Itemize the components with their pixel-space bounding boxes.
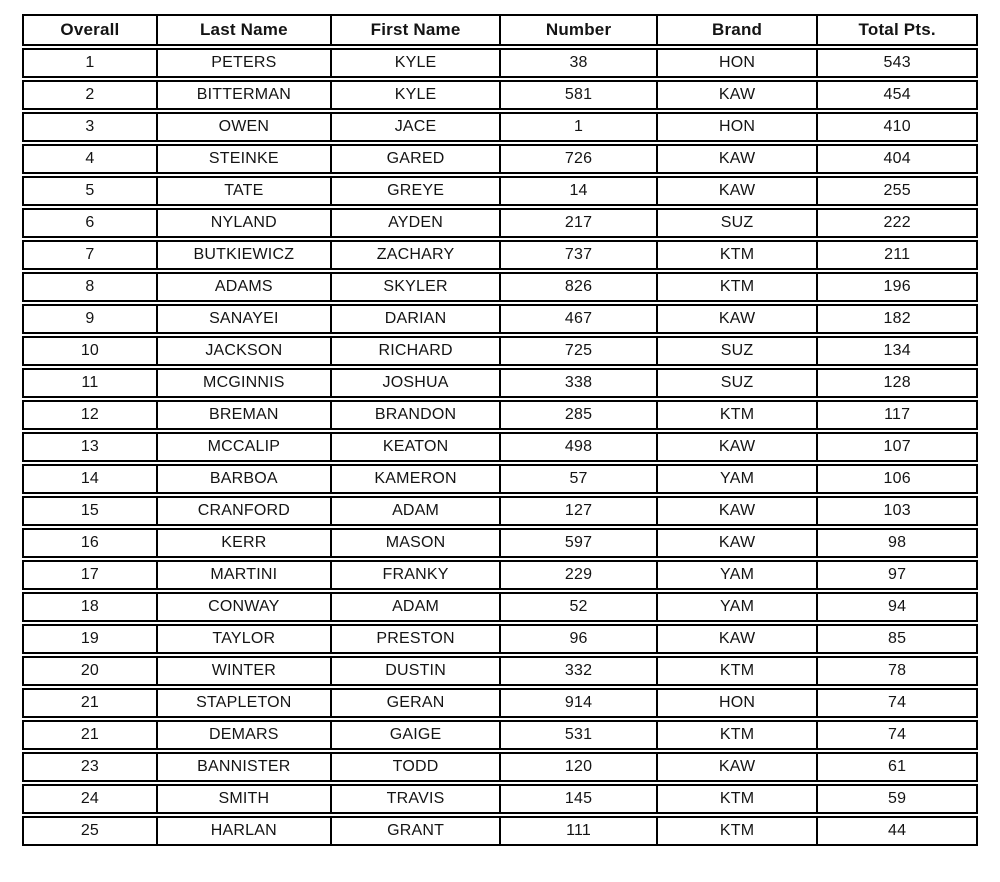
cell-brand: KAW	[656, 434, 817, 460]
cell-total-pts: 404	[816, 146, 976, 172]
column-header-overall: Overall	[60, 20, 120, 39]
cell-overall: 10	[80, 342, 100, 359]
cell-total-pts: 107	[816, 434, 976, 460]
cell-first-name: BRANDON	[330, 402, 499, 428]
table-row	[22, 208, 978, 238]
cell-first-name: KAMERON	[330, 466, 499, 492]
cell-number: 498	[499, 434, 656, 460]
cell-total-pts: 59	[816, 786, 976, 812]
cell-number: 38	[499, 50, 656, 76]
cell-overall: 15	[80, 502, 100, 519]
cell-number: 726	[499, 146, 656, 172]
cell-total-pts: 44	[816, 818, 976, 844]
cell-brand: KAW	[656, 306, 817, 332]
table-row	[22, 528, 978, 558]
cell-number: 531	[499, 722, 656, 748]
cell-overall: 13	[80, 438, 100, 455]
cell-total-pts: 410	[816, 114, 976, 140]
cell-overall: 12	[80, 406, 100, 423]
column-header-brand: Brand	[656, 16, 817, 44]
table-row	[22, 752, 978, 782]
cell-overall: 21	[80, 694, 100, 711]
table-row	[22, 176, 978, 206]
cell-first-name: JOSHUA	[330, 370, 499, 396]
cell-last-name: PETERS	[156, 50, 330, 76]
cell-brand: KTM	[656, 274, 817, 300]
cell-first-name: TODD	[330, 754, 499, 780]
cell-last-name: JACKSON	[156, 338, 330, 364]
cell-brand: KAW	[656, 82, 817, 108]
cell-number: 217	[499, 210, 656, 236]
cell-last-name: BUTKIEWICZ	[156, 242, 330, 268]
cell-brand: SUZ	[656, 370, 817, 396]
cell-number: 127	[499, 498, 656, 524]
table-row	[22, 816, 978, 846]
cell-first-name: KYLE	[330, 82, 499, 108]
cell-brand: KTM	[656, 402, 817, 428]
cell-last-name: BANNISTER	[156, 754, 330, 780]
table-row	[22, 112, 978, 142]
cell-first-name: KEATON	[330, 434, 499, 460]
cell-brand: KAW	[656, 178, 817, 204]
cell-overall: 20	[80, 662, 100, 679]
cell-overall: 2	[85, 86, 95, 103]
cell-overall: 8	[85, 278, 95, 295]
cell-total-pts: 74	[816, 690, 976, 716]
cell-brand: YAM	[656, 466, 817, 492]
table-row	[22, 784, 978, 814]
cell-first-name: GARED	[330, 146, 499, 172]
table-row	[22, 400, 978, 430]
cell-brand: KTM	[656, 818, 817, 844]
column-header-first-name: First Name	[330, 16, 499, 44]
cell-total-pts: 103	[816, 498, 976, 524]
cell-last-name: MCGINNIS	[156, 370, 330, 396]
cell-brand: KAW	[656, 498, 817, 524]
cell-overall: 16	[80, 534, 100, 551]
cell-last-name: KERR	[156, 530, 330, 556]
table-row	[22, 656, 978, 686]
cell-overall: 7	[85, 246, 95, 263]
cell-first-name: GERAN	[330, 690, 499, 716]
cell-total-pts: 454	[816, 82, 976, 108]
cell-total-pts: 211	[816, 242, 976, 268]
table-row	[22, 80, 978, 110]
table-row	[22, 592, 978, 622]
cell-brand: KAW	[656, 626, 817, 652]
cell-overall: 9	[85, 310, 95, 327]
cell-number: 914	[499, 690, 656, 716]
cell-total-pts: 74	[816, 722, 976, 748]
cell-brand: HON	[656, 690, 817, 716]
cell-number: 229	[499, 562, 656, 588]
cell-last-name: BARBOA	[156, 466, 330, 492]
cell-brand: KTM	[656, 786, 817, 812]
cell-total-pts: 61	[816, 754, 976, 780]
table-row	[22, 336, 978, 366]
cell-first-name: TRAVIS	[330, 786, 499, 812]
cell-number: 338	[499, 370, 656, 396]
cell-first-name: DUSTIN	[330, 658, 499, 684]
cell-number: 96	[499, 626, 656, 652]
cell-last-name: TAYLOR	[156, 626, 330, 652]
cell-last-name: BREMAN	[156, 402, 330, 428]
cell-total-pts: 98	[816, 530, 976, 556]
cell-brand: KAW	[656, 530, 817, 556]
cell-total-pts: 106	[816, 466, 976, 492]
cell-brand: KTM	[656, 722, 817, 748]
cell-last-name: MARTINI	[156, 562, 330, 588]
cell-overall: 14	[80, 470, 100, 487]
cell-overall: 19	[80, 630, 100, 647]
cell-overall: 4	[85, 150, 95, 167]
table-row	[22, 432, 978, 462]
cell-number: 14	[499, 178, 656, 204]
table-row	[22, 720, 978, 750]
cell-first-name: ZACHARY	[330, 242, 499, 268]
cell-total-pts: 78	[816, 658, 976, 684]
cell-first-name: ADAM	[330, 594, 499, 620]
cell-last-name: NYLAND	[156, 210, 330, 236]
cell-total-pts: 543	[816, 50, 976, 76]
cell-overall: 25	[80, 822, 100, 839]
cell-brand: KAW	[656, 146, 817, 172]
cell-number: 467	[499, 306, 656, 332]
cell-last-name: CONWAY	[156, 594, 330, 620]
table-row	[22, 688, 978, 718]
cell-number: 725	[499, 338, 656, 364]
cell-last-name: OWEN	[156, 114, 330, 140]
cell-last-name: SANAYEI	[156, 306, 330, 332]
cell-number: 737	[499, 242, 656, 268]
cell-overall: 24	[80, 790, 100, 807]
cell-overall: 18	[80, 598, 100, 615]
cell-overall: 17	[80, 566, 100, 583]
cell-number: 285	[499, 402, 656, 428]
table-row	[22, 304, 978, 334]
cell-number: 826	[499, 274, 656, 300]
table-row	[22, 272, 978, 302]
table-row	[22, 624, 978, 654]
cell-brand: YAM	[656, 594, 817, 620]
cell-first-name: FRANKY	[330, 562, 499, 588]
cell-total-pts: 222	[816, 210, 976, 236]
cell-total-pts: 255	[816, 178, 976, 204]
cell-total-pts: 134	[816, 338, 976, 364]
cell-overall: 11	[81, 374, 99, 391]
cell-number: 111	[499, 818, 656, 844]
cell-brand: YAM	[656, 562, 817, 588]
cell-brand: KAW	[656, 754, 817, 780]
column-header-last-name: Last Name	[156, 16, 330, 44]
cell-total-pts: 94	[816, 594, 976, 620]
cell-first-name: SKYLER	[330, 274, 499, 300]
cell-brand: KTM	[656, 242, 817, 268]
cell-last-name: BITTERMAN	[156, 82, 330, 108]
cell-first-name: RICHARD	[330, 338, 499, 364]
cell-first-name: GREYE	[330, 178, 499, 204]
cell-number: 597	[499, 530, 656, 556]
cell-total-pts: 182	[816, 306, 976, 332]
column-header-total-pts: Total Pts.	[816, 16, 976, 44]
column-header-number: Number	[499, 16, 656, 44]
cell-number: 332	[499, 658, 656, 684]
cell-last-name: TATE	[156, 178, 330, 204]
cell-total-pts: 128	[816, 370, 976, 396]
cell-overall: 21	[80, 726, 100, 743]
table-row	[22, 48, 978, 78]
cell-brand: SUZ	[656, 338, 817, 364]
cell-brand: HON	[656, 50, 817, 76]
cell-overall: 3	[85, 118, 95, 135]
results-table	[22, 14, 978, 848]
cell-first-name: MASON	[330, 530, 499, 556]
cell-first-name: GAIGE	[330, 722, 499, 748]
table-header-row	[22, 14, 978, 46]
cell-total-pts: 196	[816, 274, 976, 300]
cell-last-name: HARLAN	[156, 818, 330, 844]
cell-number: 52	[499, 594, 656, 620]
cell-first-name: DARIAN	[330, 306, 499, 332]
cell-number: 581	[499, 82, 656, 108]
cell-last-name: CRANFORD	[156, 498, 330, 524]
table-row	[22, 144, 978, 174]
cell-first-name: KYLE	[330, 50, 499, 76]
cell-brand: KTM	[656, 658, 817, 684]
cell-brand: HON	[656, 114, 817, 140]
cell-total-pts: 97	[816, 562, 976, 588]
table-row	[22, 560, 978, 590]
cell-overall: 5	[85, 182, 95, 199]
cell-total-pts: 85	[816, 626, 976, 652]
table-row	[22, 464, 978, 494]
cell-last-name: MCCALIP	[156, 434, 330, 460]
cell-first-name: PRESTON	[330, 626, 499, 652]
cell-last-name: WINTER	[156, 658, 330, 684]
table-row	[22, 368, 978, 398]
cell-number: 120	[499, 754, 656, 780]
cell-last-name: SMITH	[156, 786, 330, 812]
cell-first-name: AYDEN	[330, 210, 499, 236]
cell-number: 145	[499, 786, 656, 812]
cell-total-pts: 117	[816, 402, 976, 428]
table-row	[22, 496, 978, 526]
cell-first-name: GRANT	[330, 818, 499, 844]
cell-number: 1	[499, 114, 656, 140]
cell-last-name: ADAMS	[156, 274, 330, 300]
cell-last-name: STAPLETON	[156, 690, 330, 716]
cell-overall: 6	[85, 214, 95, 231]
cell-last-name: STEINKE	[156, 146, 330, 172]
table-row	[22, 240, 978, 270]
cell-first-name: JACE	[330, 114, 499, 140]
cell-first-name: ADAM	[330, 498, 499, 524]
cell-number: 57	[499, 466, 656, 492]
cell-overall: 1	[85, 54, 95, 71]
cell-overall: 23	[80, 758, 100, 775]
cell-brand: SUZ	[656, 210, 817, 236]
cell-last-name: DEMARS	[156, 722, 330, 748]
table-body	[22, 48, 978, 846]
